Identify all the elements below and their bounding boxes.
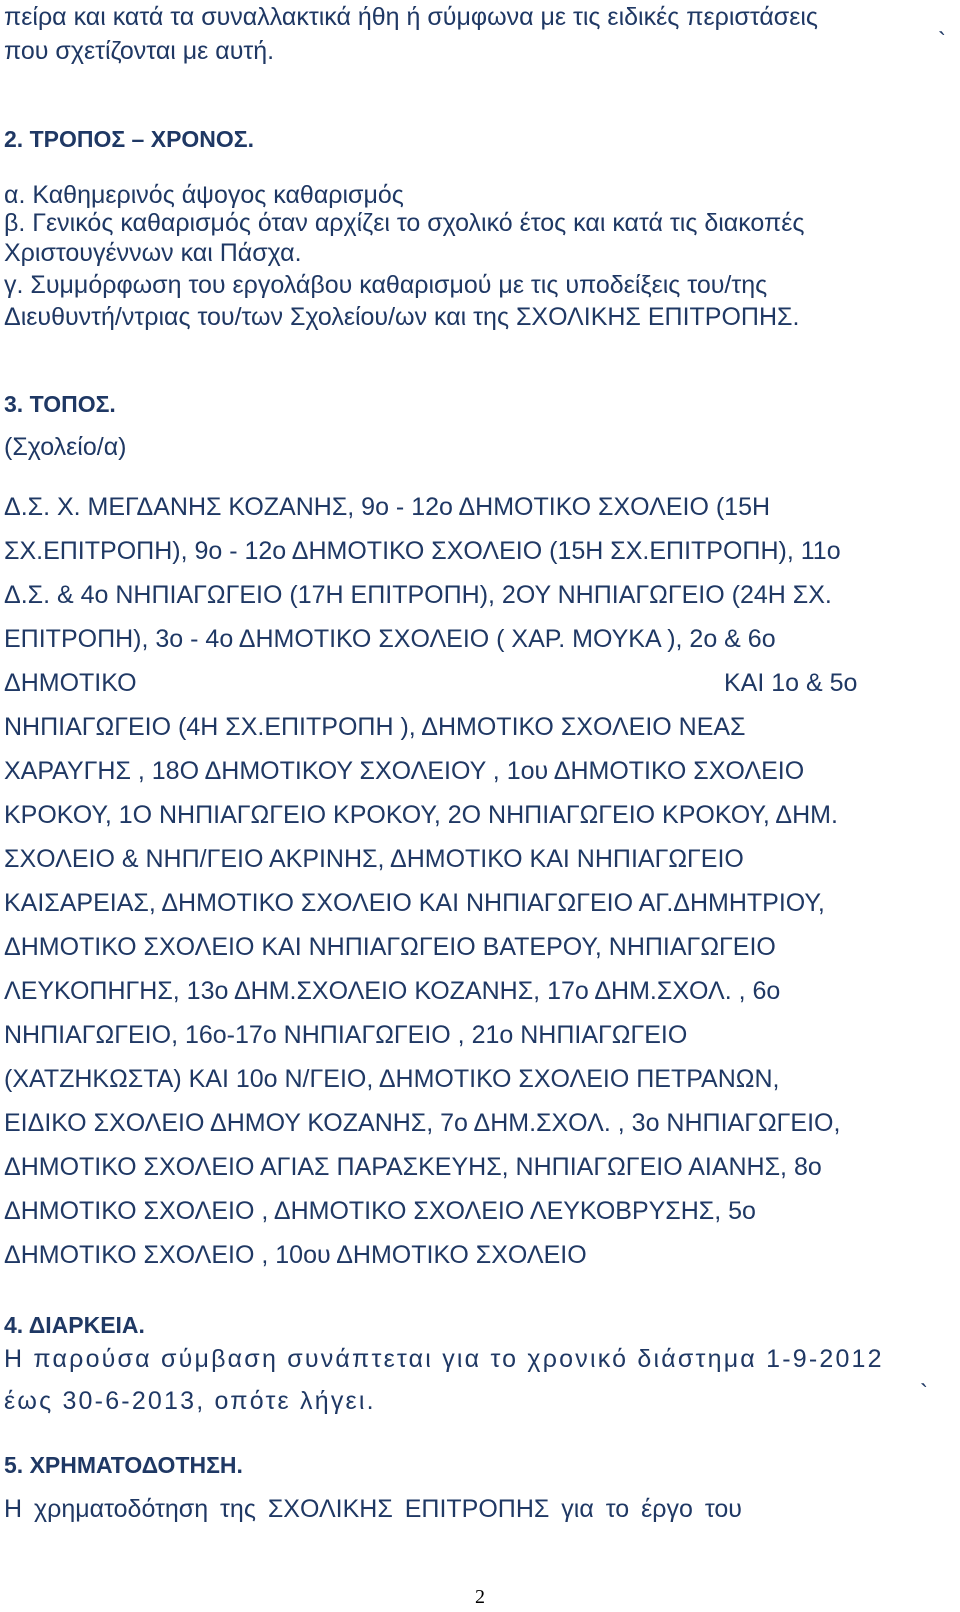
- text-line: έως 30-6-2013, οπότε λήγει.: [4, 1387, 376, 1415]
- text-line: Η παρούσα σύμβαση συνάπτεται για το χρονικό διάστημα 1-9-2012: [4, 1345, 884, 1373]
- text-line: ΔΗΜΟΤΙΚΟ ΣΧΟΛΕΙΟ , ΔΗΜΟΤΙΚΟ ΣΧΟΛΕΙΟ ΛΕΥΚΟΒΡΥΣΗΣ, 5ο: [4, 1197, 756, 1225]
- section-heading: 3. ΤΟΠΟΣ.: [4, 391, 116, 417]
- section-heading: 5. ΧΡΗΜΑΤΟΔΟΤΗΣΗ.: [4, 1452, 243, 1478]
- text-line: ΣΧ.ΕΠΙΤΡΟΠΗ), 9ο - 12ο ΔΗΜΟΤΙΚΟ ΣΧΟΛΕΙΟ (15Η ΣΧ.ΕΠΙΤΡΟΠΗ), 11ο: [4, 537, 841, 565]
- stray-mark: `: [920, 1380, 928, 1407]
- text-line: ΛΕΥΚΟΠΗΓΗΣ, 13ο ΔΗΜ.ΣΧΟΛΕΙΟ ΚΟΖΑΝΗΣ, 17ο ΔΗΜ.ΣΧΟΛ. , 6ο: [4, 977, 781, 1005]
- text-line: Χριστουγέννων και Πάσχα.: [4, 239, 302, 267]
- text-line: ΚΑΙΣΑΡΕΙΑΣ, ΔΗΜΟΤΙΚΟ ΣΧΟΛΕΙΟ ΚΑΙ ΝΗΠΙΑΓΩΓΕΙΟ ΑΓ.ΔΗΜΗΤΡΙΟΥ,: [4, 889, 825, 917]
- text-line: ΔΗΜΟΤΙΚΟ ΣΧΟΛΕΙΟ ΚΑΙ ΝΗΠΙΑΓΩΓΕΙΟ ΒΑΤΕΡΟΥ, ΝΗΠΙΑΓΩΓΕΙΟ: [4, 933, 776, 961]
- text-line: ΝΗΠΙΑΓΩΓΕΙΟ, 16ο-17ο ΝΗΠΙΑΓΩΓΕΙΟ , 21ο ΝΗΠΙΑΓΩΓΕΙΟ: [4, 1021, 688, 1049]
- text-line: ΔΗΜΟΤΙΚΟ ΣΧΟΛΕΙΟ , 10ου ΔΗΜΟΤΙΚΟ ΣΧΟΛΕΙΟ: [4, 1241, 587, 1269]
- text-line: ΝΗΠΙΑΓΩΓΕΙΟ (4Η ΣΧ.ΕΠΙΤΡΟΠΗ ), ΔΗΜΟΤΙΚΟ ΣΧΟΛΕΙΟ ΝΕΑΣ: [4, 713, 746, 741]
- section-heading: 4. ΔΙΑΡΚΕΙΑ.: [4, 1312, 145, 1338]
- text-line: ΕΙΔΙΚΟ ΣΧΟΛΕΙΟ ΔΗΜΟΥ ΚΟΖΑΝΗΣ, 7ο ΔΗΜ.ΣΧΟΛ. , 3ο ΝΗΠΙΑΓΩΓΕΙΟ,: [4, 1109, 841, 1137]
- text-line: πείρα και κατά τα συναλλακτικά ήθη ή σύμφωνα με τις ειδικές περιστάσεις: [4, 3, 818, 31]
- text-line: ΕΠΙΤΡΟΠΗ), 3ο - 4ο ΔΗΜΟΤΙΚΟ ΣΧΟΛΕΙΟ ( ΧΑΡ. ΜΟΥΚΑ ), 2ο & 6ο: [4, 625, 776, 653]
- text-line: (Σχολείο/α): [4, 433, 127, 461]
- text-line: Δ.Σ. Χ. ΜΕΓΔΑΝΗΣ ΚΟΖΑΝΗΣ, 9ο - 12ο ΔΗΜΟΤΙΚΟ ΣΧΟΛΕΙΟ (15Η: [4, 493, 771, 521]
- text-line: Η χρηματοδότηση της ΣΧΟΛΙΚΗΣ ΕΠΙΤΡΟΠΗΣ για το έργο του: [4, 1495, 742, 1523]
- text-line: ΣΧΟΛΕΙΟ & ΝΗΠ/ΓΕΙΟ ΑΚΡΙΝΗΣ, ΔΗΜΟΤΙΚΟ ΚΑΙ ΝΗΠΙΑΓΩΓΕΙΟ: [4, 845, 744, 873]
- text-line-right: ΚΑΙ 1ο & 5ο: [724, 669, 858, 697]
- text-line: β. Γενικός καθαρισμός όταν αρχίζει το σχολικό έτος και κατά τις διακοπές: [4, 209, 805, 237]
- text-line: ΔΗΜΟΤΙΚΟ ΣΧΟΛΕΙΟ ΑΓΙΑΣ ΠΑΡΑΣΚΕΥΗΣ, ΝΗΠΙΑΓΩΓΕΙΟ ΑΙΑΝΗΣ, 8ο: [4, 1153, 822, 1181]
- stray-mark: `: [938, 28, 946, 55]
- text-line: Δ.Σ. & 4ο ΝΗΠΙΑΓΩΓΕΙΟ (17Η ΕΠΙΤΡΟΠΗ), 2ΟΥ ΝΗΠΙΑΓΩΓΕΙΟ (24Η ΣΧ.: [4, 581, 832, 609]
- text-line: ΔΗΜΟΤΙΚΟ: [4, 669, 137, 697]
- text-line: γ. Συμμόρφωση του εργολάβου καθαρισμού με τις υποδείξεις του/της: [4, 271, 768, 299]
- text-line: που σχετίζονται με αυτή.: [4, 37, 275, 65]
- text-line: Διευθυντή/ντριας του/των Σχολείου/ων και της ΣΧΟΛΙΚΗΣ ΕΠΙΤΡΟΠΗΣ.: [4, 303, 800, 331]
- text-line: (ΧΑΤΖΗΚΩΣΤΑ) ΚΑΙ 10ο Ν/ΓΕΙΟ, ΔΗΜΟΤΙΚΟ ΣΧΟΛΕΙΟ ΠΕΤΡΑΝΩΝ,: [4, 1065, 780, 1093]
- section-heading: 2. ΤΡΟΠΟΣ – ΧΡΟΝΟΣ.: [4, 126, 254, 152]
- page-number: 2: [475, 1586, 485, 1608]
- text-line: ΚΡΟΚΟΥ, 1Ο ΝΗΠΙΑΓΩΓΕΙΟ ΚΡΟΚΟΥ, 2Ο ΝΗΠΙΑΓΩΓΕΙΟ ΚΡΟΚΟΥ, ΔΗΜ.: [4, 801, 838, 829]
- text-line: ΧΑΡΑΥΓΗΣ , 18Ο ΔΗΜΟΤΙΚΟΥ ΣΧΟΛΕΙΟΥ , 1ου ΔΗΜΟΤΙΚΟ ΣΧΟΛΕΙΟ: [4, 757, 805, 785]
- text-line: α. Καθημερινός άψογος καθαρισμός: [4, 181, 404, 209]
